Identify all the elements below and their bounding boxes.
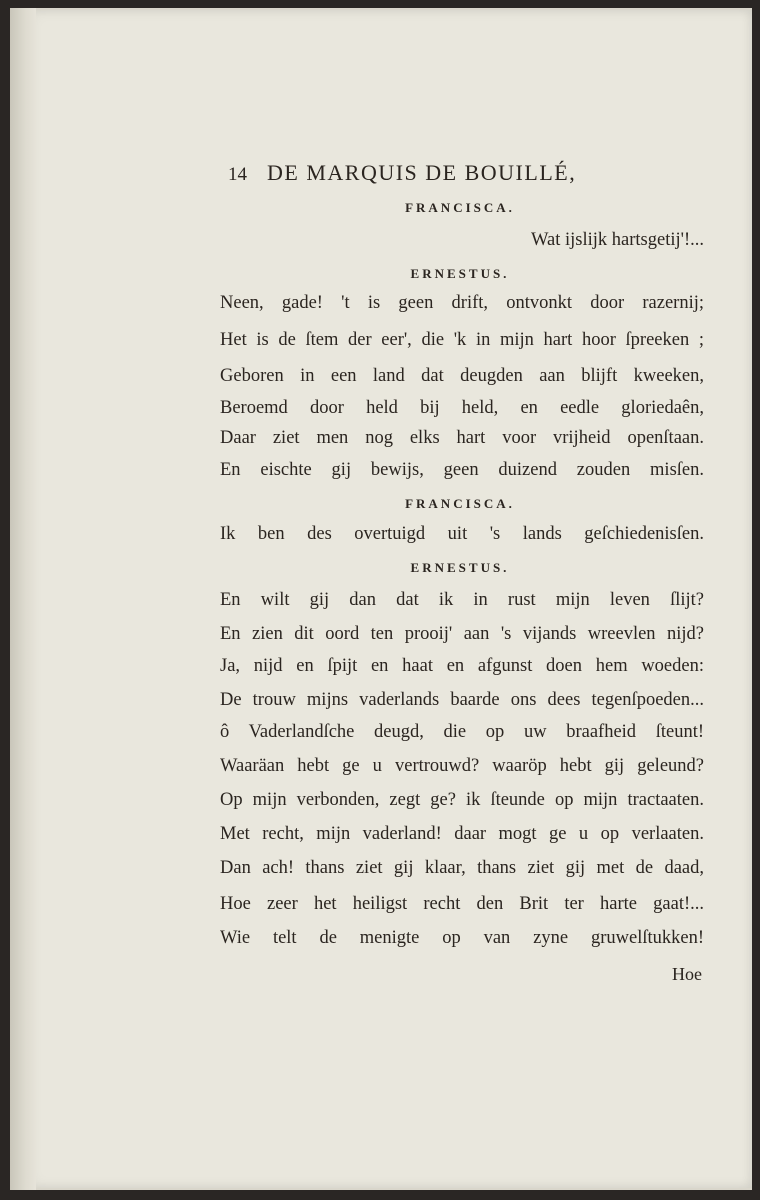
verse-line: Ik ben des overtuigd uit 's lands geſchiedenisſen.: [220, 524, 704, 544]
verse-line: Met recht, mijn vaderland! daar mogt ge u op verlaaten.: [220, 824, 704, 844]
verse-line: Geboren in een land dat deugden aan blijft kweeken,: [220, 366, 704, 386]
verse-line: De trouw mijns vaderlands baarde ons dees tegenſpoeden...: [220, 690, 704, 710]
verse-line: Dan ach! thans ziet gij klaar, thans ziet gij met de daad,: [220, 858, 704, 878]
speaker-label: ERNESTUS.: [410, 560, 510, 575]
catchword: Hoe: [672, 964, 702, 984]
verse-line: En wilt gij dan dat ik in rust mijn leven ſlijt?: [220, 590, 704, 610]
verse-line: Beroemd door held bij held, en eedle gloriedaên,: [220, 398, 704, 418]
verse-line: Hoe zeer het heiligst recht den Brit ter harte gaat!...: [220, 894, 704, 914]
running-title: DE MARQUIS DE BOUILLÉ,: [267, 160, 577, 185]
speaker-label: FRANCISCA.: [405, 496, 515, 511]
verse-line: Wat ijslijk hartsgetij'!...: [531, 230, 704, 250]
speaker-label: ERNESTUS.: [410, 266, 510, 281]
running-header: [228, 160, 668, 186]
verse-line: Op mijn verbonden, zegt ge? ik ſteunde op mijn tractaaten.: [220, 790, 704, 810]
verse-line: Neen, gade! 't is geen drift, ontvonkt door razernij;: [220, 293, 704, 313]
verse-line: En zien dit oord ten prooij' aan 's vijands wreevlen nijd?: [220, 624, 704, 644]
verse-line: Ja, nijd en ſpijt en haat en afgunst doen hem woeden:: [220, 656, 704, 676]
verse-line: En eischte gij bewijs, geen duizend zouden misſen.: [220, 460, 704, 480]
speaker-label: FRANCISCA.: [405, 200, 515, 215]
verse-line: ô Vaderlandſche deugd, die op uw braafheid ſteunt!: [220, 722, 704, 742]
page-number: 14: [228, 164, 247, 185]
verse-line: Waaräan hebt ge u vertrouwd? waaröp hebt gij geleund?: [220, 756, 704, 776]
verse-line: Wie telt de menigte op van zyne gruwelſtukken!: [220, 928, 704, 948]
verse-line: Daar ziet men nog elks hart voor vrijheid openſtaan.: [220, 428, 704, 448]
verse-line: Het is de ſtem der eer', die 'k in mijn hart hoor ſpreeken ;: [220, 330, 704, 350]
